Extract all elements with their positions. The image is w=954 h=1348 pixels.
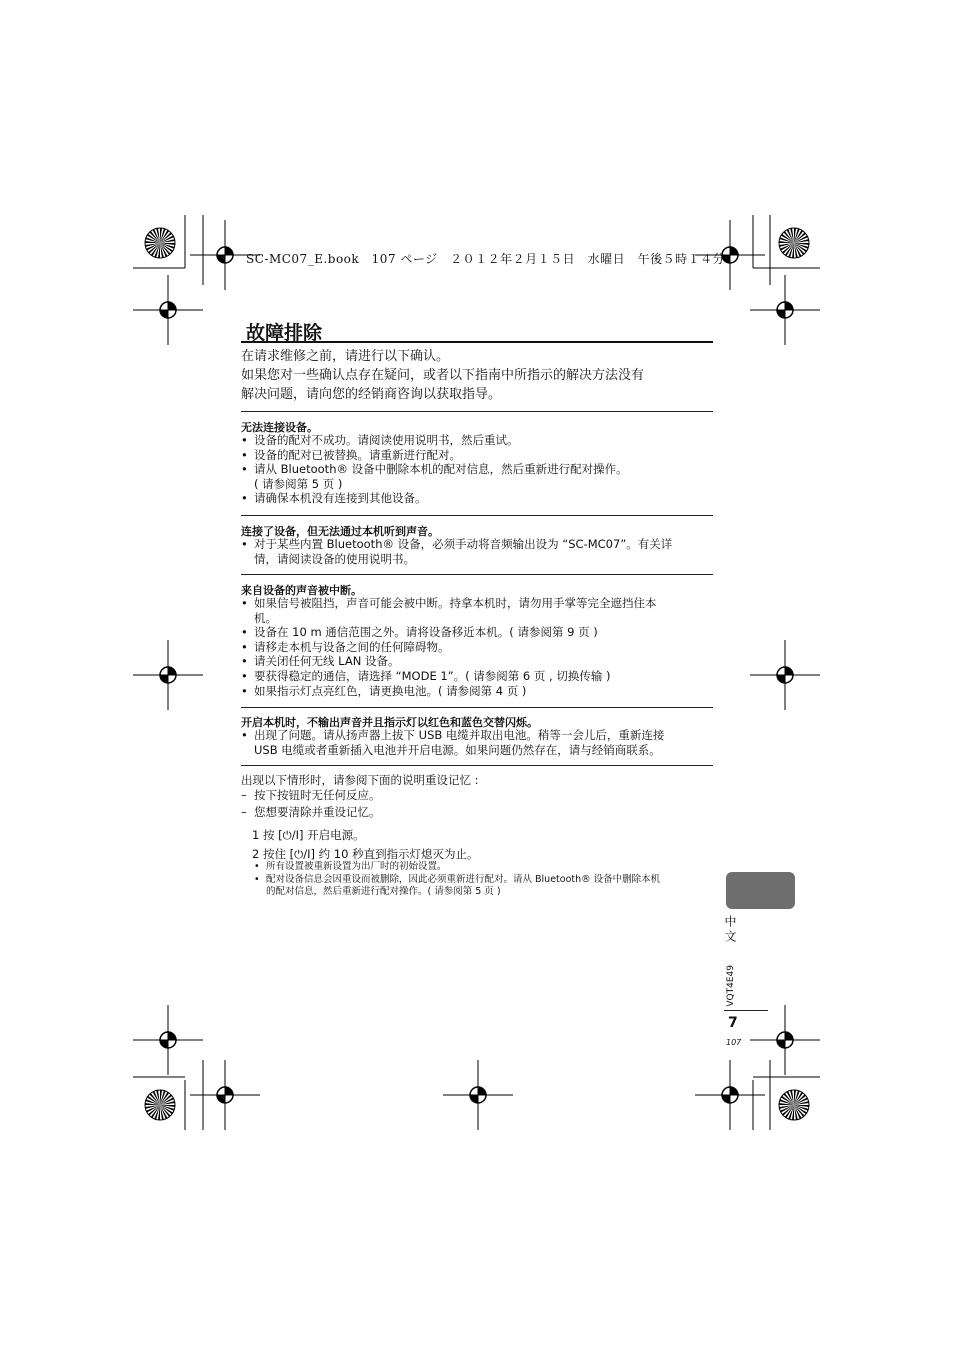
- divider: [241, 765, 713, 766]
- list-item-text: 如果信号被阻挡，声音可能会被中断。持拿本机时，请勿用手掌等完全遮挡住本: [254, 596, 657, 610]
- language-tab: [726, 872, 795, 909]
- divider: [241, 411, 713, 412]
- section-heading: 开启本机时，不输出声音并且指示灯以红色和蓝色交替闪烁。: [241, 716, 538, 729]
- header-line: SC-MC07_E.book 107 ページ ２０１２年２月１５日 水曜日 午後５時１４分: [246, 252, 726, 266]
- list-item: [241, 462, 713, 491]
- list-item: • 请关闭任何无线 LAN 设备。: [241, 654, 713, 669]
- list-item-text: 请从 Bluetooth® 设备中删除本机的配对信息，然后重新进行配对操作。: [254, 462, 628, 477]
- section-heading: 连接了设备，但无法通过本机听到声音。: [241, 525, 439, 538]
- language-label: 中文: [723, 915, 737, 945]
- section-heading: 无法连接设备。: [241, 421, 318, 434]
- list-item: [241, 537, 713, 566]
- note-item: • 所有设置被重新设置为出厂时的初始设置。: [252, 861, 712, 874]
- reset-lead: 出现以下情形时，请参阅下面的说明重设记忆 :: [241, 773, 479, 787]
- registration-target: [750, 1005, 820, 1075]
- registration-target: [133, 640, 203, 710]
- color-rosette: [779, 228, 809, 258]
- registration-target: [190, 1060, 260, 1130]
- section-list: [241, 433, 713, 506]
- page-number: 7: [728, 1015, 738, 1031]
- color-rosette: [145, 228, 175, 258]
- registration-target: [133, 275, 203, 345]
- section-heading: 来自设备的声音被中断。: [241, 584, 362, 597]
- list-item: • 设备在 10 m 通信范围之外。请将设备移近本机。( 请参阅第 9 页 ): [241, 625, 713, 640]
- note-item: [252, 874, 712, 899]
- doc-code: VQT4E49: [726, 965, 736, 1007]
- divider: [241, 515, 713, 516]
- section-list: [241, 728, 713, 757]
- registration-target: [133, 1005, 203, 1075]
- reset-step-2: 2 按住 [⏻/I] 约 10 秒直到指示灯熄灭为止。: [252, 847, 479, 861]
- list-item-text: 机。: [254, 610, 277, 625]
- divider: [241, 707, 713, 708]
- section-list: [241, 596, 713, 698]
- list-item-note: ( 请参阅第 5 页 ): [254, 476, 343, 491]
- intro-line: 解决问题，请向您的经销商咨询以获取指导。: [241, 387, 502, 402]
- list-item: – 按下按钮时无任何反应。: [241, 788, 713, 803]
- list-item-text: 对于某些内置 Bluetooth® 设备，必须手动将音频输出设为 “SC-MC07”。有关详: [254, 537, 673, 551]
- list-item: • 设备的配对已被替换。请重新进行配对。: [241, 448, 713, 463]
- list-item: • 如果指示灯点亮红色，请更换电池。( 请参阅第 4 页 ): [241, 684, 713, 699]
- list-item: • 设备的配对不成功。请阅读使用说明书，然后重试。: [241, 433, 713, 448]
- registration-target: [443, 1060, 513, 1130]
- list-item: [241, 596, 713, 625]
- reset-conditions: [241, 788, 713, 819]
- code-rule: [724, 1010, 768, 1011]
- section-list: [241, 537, 713, 566]
- list-item-text: USB 电缆或者重新插入电池并开启电源。如果问题仍然存在，请与经销商联系。: [254, 742, 661, 757]
- intro-line: 如果您对一些确认点存在疑问，或者以下指南中所指示的解决方法没有: [241, 368, 645, 383]
- list-item-text: 出现了问题。请从扬声器上拔下 USB 电缆并取出电池。稍等一会儿后，重新连接: [254, 728, 665, 742]
- color-rosette: [779, 1090, 809, 1120]
- note-text: 配对设备信息会因重设而被删除，因此必须重新进行配对。请从 Bluetooth® 设备中删除本机: [266, 873, 661, 885]
- registration-target: [695, 1060, 765, 1130]
- list-item: • 请确保本机没有连接到其他设备。: [241, 491, 713, 506]
- book-page-number: 107: [726, 1038, 742, 1047]
- title-rule: [241, 341, 713, 343]
- registration-target: [750, 275, 820, 345]
- reset-step-1: 1 按 [⏻/I] 开启电源。: [252, 828, 365, 842]
- list-item: [241, 728, 713, 757]
- intro-line: 在请求维修之前，请进行以下确认。: [241, 349, 450, 364]
- list-item: – 您想要清除并重设记忆。: [241, 805, 713, 820]
- note-text: 的配对信息，然后重新进行配对操作。( 请参阅第 5 页 ): [266, 886, 501, 897]
- list-item: • 请移走本机与设备之间的任何障碍物。: [241, 640, 713, 655]
- divider: [241, 574, 713, 575]
- list-item: • 要获得稳定的通信，请选择 “MODE 1”。( 请参阅第 6 页 , 切换传输 ): [241, 669, 713, 684]
- registration-target: [750, 640, 820, 710]
- reset-notes: [252, 861, 712, 899]
- page-title: 故障排除: [246, 322, 323, 344]
- intro-text: [241, 347, 711, 404]
- color-rosette: [145, 1090, 175, 1120]
- list-item-text: 情，请阅读设备的使用说明书。: [254, 551, 415, 566]
